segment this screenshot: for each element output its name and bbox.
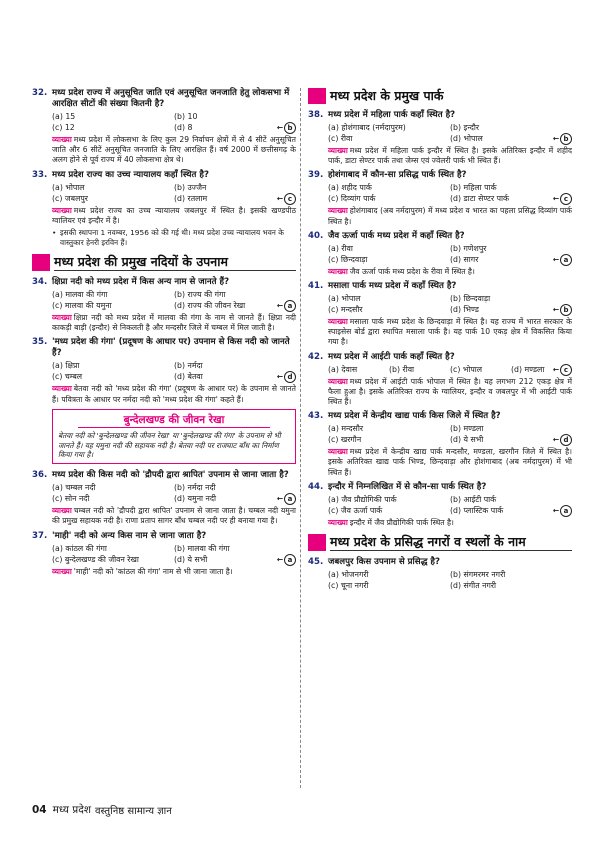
option-a: (a) भोपाल xyxy=(52,182,85,192)
explanation: व्याख्या मसाला पार्क मध्य प्रदेश के छिन्दवाड़ा में स्थित है। यह राज्य में भारत सरकार के स्पाइसेस बोर्ड द्वारा स्थापित मसाला पार्क है। यह पार्क 10 एकड़ क्षेत्र में विकसित किया गया है। xyxy=(328,317,572,347)
answer-marker: ← b xyxy=(553,133,572,145)
answer-marker: ← a xyxy=(277,300,296,312)
question-number: 40. xyxy=(308,230,324,241)
answer-marker: ← d xyxy=(277,371,296,383)
option-d: (d) ये सभी ← d xyxy=(450,434,572,445)
option-d: (d) यमुना नदी ← a xyxy=(174,493,296,504)
options xyxy=(308,182,572,204)
options xyxy=(308,494,572,516)
answer-marker: ← a xyxy=(553,505,572,517)
explanation: व्याख्या मध्य प्रदेश में महिला पार्क इन्दौर में स्थित है। इसके अतिरिक्त इन्दौर में शहीद पार्क, डाटा सेण्टर पार्क तथा जेम्स एवं ज्वेलरी पार्क भी स्थित हैं। xyxy=(328,146,572,166)
option-b: (b) मालवा की गंगा xyxy=(174,543,230,553)
explanation: व्याख्या 'माही' नदी को 'कांठल की गंगा' नाम से भी जाना जाता है। xyxy=(52,566,233,576)
question-number: 42. xyxy=(308,351,324,362)
right-column xyxy=(308,88,572,595)
option-b: (b) महिला पार्क xyxy=(450,183,497,193)
question-text: मध्य प्रदेश राज्य में अनुसूचित जाति एवं अनुसूचित जनजाति हेतु लोकसभा में आरक्षित सीटों की संख्या कितनी है? xyxy=(52,88,290,109)
option-c: (c) दिव्यांग पार्क xyxy=(328,194,376,204)
option-c: (c) जैव ऊर्जा पार्क xyxy=(328,505,383,515)
option-a: (a) क्षिप्रा xyxy=(52,361,80,371)
option-a: (a) मन्दसौर xyxy=(328,424,364,434)
question-number: 38. xyxy=(308,110,324,120)
question-40 xyxy=(308,231,572,277)
answer-marker: ← c xyxy=(277,193,296,205)
column-divider xyxy=(300,88,301,788)
section-heading-parks xyxy=(308,88,572,104)
note: • इसकी स्थापना 1 नवम्बर, 1956 को की गई थी। मध्य प्रदेश उच्च न्यायालय भवन के वास्तुकार हेनरी इरविन हैं। xyxy=(32,228,296,248)
options xyxy=(32,182,296,204)
section-heading-rivers xyxy=(32,254,296,271)
question-36 xyxy=(32,470,296,526)
options xyxy=(308,423,572,445)
info-box xyxy=(52,409,296,464)
explanation: व्याख्या मध्य प्रदेश राज्य का उच्च न्यायालय जबलपुर में स्थित है। इसकी खण्डपीठ ग्वालियर एवं इन्दौर में है। xyxy=(52,205,296,225)
question-39 xyxy=(308,170,572,226)
question-38 xyxy=(308,110,572,166)
explanation: व्याख्या मध्य प्रदेश में केन्द्रीय खाद्य पार्क मन्दसौर, मण्डला, खरगौन जिले में स्थित है। इसके अतिरिक्त खाद्य पार्क भिण्ड, छिन्दवाड़ा और होशंगाबाद (अब नर्मदापुरम) में भी स्थित हैं। xyxy=(328,447,572,477)
option-b: (b) मण्डला xyxy=(450,424,484,434)
question-text: मध्य प्रदेश राज्य का उच्च न्यायालय कहाँ स्थित है? xyxy=(52,169,209,180)
option-a: (a) मालवा की गंगा xyxy=(52,290,108,300)
question-number: 32. xyxy=(32,88,48,98)
info-box-body: बेतवा नदी को 'बुन्देलखण्ड की जीवन रेखा' या 'बुन्देलखण्ड की गंगा' के उपनाम से भी जानते हैं। यह यमुना नदी की सहायक नदी है। बेतवा नदी पर राजघाट बाँध का निर्माण किया गया है। xyxy=(58,430,281,460)
question-text: इन्दौर में निम्नलिखित में से कौन-सा पार्क स्थित है? xyxy=(328,481,487,492)
options xyxy=(32,482,296,504)
section-title: मध्य प्रदेश के प्रमुख पार्क xyxy=(330,88,444,103)
question-text: मध्य प्रदेश में केन्द्रीय खाद्य पार्क किस जिले में स्थित है? xyxy=(328,411,501,422)
option-b: (b) गणेशपुर xyxy=(450,243,487,253)
options xyxy=(32,543,296,565)
question-number: 44. xyxy=(308,481,324,492)
option-b: (b) नर्मदा xyxy=(174,361,203,371)
explanation: व्याख्या मध्य प्रदेश में आईटी पार्क भोपाल में स्थित है। यह लगभग 212 एकड़ क्षेत्र में फैला हुआ है। इसके अतिरिक्त राज्य के ग्वालियर, इन्दौर व जबलपुर में भी आईटी पार्क स्थित हैं। xyxy=(328,376,572,407)
footer-title: मध्य प्रदेश xyxy=(52,804,91,816)
question-text: मध्य प्रदेश की किस नदी को 'द्रौपदी द्वारा श्रापित' उपनाम से जाना जाता है? xyxy=(52,470,289,481)
question-number: 45. xyxy=(308,557,324,568)
option-d: (d) रतलाम ← c xyxy=(174,193,296,204)
question-44 xyxy=(308,482,572,528)
page-footer xyxy=(32,803,568,817)
question-text: मध्य प्रदेश में महिला पार्क कहाँ स्थित है? xyxy=(328,110,456,120)
question-number: 35. xyxy=(32,337,48,348)
question-number: 36. xyxy=(32,470,48,481)
question-text: जबलपुर किस उपनाम से प्रसिद्ध है? xyxy=(328,557,440,568)
option-c: (c) खरगौन xyxy=(328,435,362,445)
option-a: (a) चम्बल नदी xyxy=(52,483,96,493)
question-text: 'माही' नदी को अन्य किस नाम से जाना जाता है? xyxy=(52,530,207,541)
question-42 xyxy=(308,352,572,408)
option-c: (c) चूना नगरी xyxy=(328,581,369,591)
question-text: मसाला पार्क मध्य प्रदेश में कहाँ स्थित है? xyxy=(328,281,457,292)
page-number: 04 xyxy=(32,804,47,816)
answer-marker: ← c xyxy=(553,193,572,205)
option-d: (d) प्लास्टिक पार्क ← a xyxy=(450,505,572,516)
option-d: (d) सागर ← a xyxy=(450,254,572,265)
options xyxy=(308,243,572,265)
question-number: 43. xyxy=(308,411,324,422)
explanation: व्याख्या क्षिप्रा नदी को मध्य प्रदेश में मालवा की गंगा के नाम से जानते हैं। क्षिप्रा नदी काकड़ी बाड़ी (इन्दौर) से निकलती है और मन्दसौर जिले में चम्बल में मिल जाती है। xyxy=(52,313,296,333)
option-d: (d) 8 ← b xyxy=(174,122,296,133)
options xyxy=(32,360,296,382)
question-37 xyxy=(32,531,296,577)
option-d: (d) ये सभी ← a xyxy=(174,554,296,565)
option-b: (b) संगमरमर नगरी xyxy=(450,570,506,580)
footer-subtitle: वस्तुनिष्ठ सामान्य ज्ञान xyxy=(94,806,172,817)
explanation: व्याख्या मध्य प्रदेश में लोकसभा के लिए कुल 29 निर्वाचन क्षेत्रों में से 4 सीटें अनुसूचित जाति और 6 सीटें अनुसूचित जनजाति के लिए आरक्षित हैं। वर्ष 2000 में छत्तीसगढ़ के अलग होने से पूर्व राज्य में 40 लोकसभा क्षेत्र थे। xyxy=(52,135,296,165)
explanation: व्याख्या बेतवा नदी को 'मध्य प्रदेश की गंगा' (प्रदूषण के आधार पर) के उपनाम से जानते हैं। पवित्रता के आधार पर नर्मदा नदी को 'मध्य प्रदेश की गंगा' कहते हैं। xyxy=(52,384,296,404)
question-text: क्षिप्रा नदी को मध्य प्रदेश में किस अन्य नाम से जानते हैं? xyxy=(52,277,230,288)
section-title: मध्य प्रदेश की प्रमुख नदियों के उपनाम xyxy=(54,254,296,271)
options xyxy=(32,289,296,311)
option-c: (c) सोन नदी xyxy=(52,494,90,504)
left-column xyxy=(32,88,296,581)
question-text: मध्य प्रदेश में आईटी पार्क कहाँ स्थित है? xyxy=(328,351,455,362)
options xyxy=(308,293,572,315)
option-c: (c) 12 xyxy=(52,123,75,132)
question-33 xyxy=(32,170,296,248)
answer-marker: ← a xyxy=(277,493,296,505)
section-accent-bar xyxy=(32,254,50,271)
info-box-title: बुन्देलखण्ड की जीवन रेखा xyxy=(78,413,270,428)
option-a: (a) कांठल की गंगा xyxy=(52,543,107,553)
option-a: (a) भोपाल xyxy=(328,294,361,304)
option-c: (c) छिन्दवाड़ा xyxy=(328,254,368,264)
option-c: (c) रीवा xyxy=(328,134,353,143)
question-text: होशंगाबाद में कौन-सा प्रसिद्ध पार्क स्थित है? xyxy=(328,170,467,181)
answer-marker: ← d xyxy=(553,434,572,446)
question-text: 'मध्य प्रदेश की गंगा' (प्रदूषण के आधार पर) उपनाम से किस नदी को जानते हैं? xyxy=(52,337,290,359)
question-32 xyxy=(32,88,296,166)
answer-marker: ← a xyxy=(277,554,296,566)
option-b: (b) उज्जैन xyxy=(174,182,207,192)
question-number: 34. xyxy=(32,277,48,288)
option-d: (d) मण्डला ← c xyxy=(511,364,572,375)
section-accent-bar xyxy=(308,534,326,551)
question-number: 39. xyxy=(308,170,324,181)
option-c: (c) मालवा की यमुना xyxy=(52,301,112,311)
options xyxy=(308,364,572,375)
answer-marker: ← c xyxy=(553,364,572,376)
option-d: (d) डाटा सेण्टर पार्क ← c xyxy=(450,193,572,204)
question-41 xyxy=(308,281,572,348)
option-a: (a) होशंगाबाद (नर्मदापुरम) xyxy=(328,123,406,132)
option-b: (b) रीवा xyxy=(389,364,415,374)
explanation: व्याख्या इन्दौर में जैव प्रौद्योगिकी पार्क स्थित है। xyxy=(328,517,454,527)
section-title: मध्य प्रदेश के प्रसिद्ध नगरों व स्थलों के नाम xyxy=(330,534,572,551)
question-text: जैव ऊर्जा पार्क मध्य प्रदेश में कहाँ स्थित है? xyxy=(328,230,465,241)
explanation: व्याख्या चम्बल नदी को 'द्रौपदी द्वारा श्रापित' उपनाम से जाना जाता है। चम्बल नदी यमुना की प्रमुख सहायक नदी है। राणा प्रताप सागर बाँध चम्बल नदी पर ही बनाया गया है। xyxy=(52,506,296,526)
option-d: (d) राज्य की जीवन रेखा ← a xyxy=(174,300,296,311)
options xyxy=(308,122,572,144)
option-a: (a) देवास xyxy=(328,364,358,374)
option-a: (a) जैव प्रौद्योगिकी पार्क xyxy=(328,494,397,504)
question-number: 41. xyxy=(308,281,324,292)
options xyxy=(308,569,572,591)
option-d: (d) भोपाल ← b xyxy=(450,133,572,144)
option-c: (c) चम्बल xyxy=(52,372,83,382)
options xyxy=(32,111,296,133)
option-a: (a) भोजनगरी xyxy=(328,570,369,580)
option-d: (d) संगीत नगरी xyxy=(450,581,497,591)
option-b: (b) इन्दौर xyxy=(450,123,480,132)
option-b: (b) छिन्दवाड़ा xyxy=(450,294,491,304)
answer-marker: ← a xyxy=(553,254,572,266)
option-d: (d) भिण्ड ← b xyxy=(450,304,572,315)
question-number: 33. xyxy=(32,169,48,180)
question-35 xyxy=(32,337,296,404)
section-heading-cities xyxy=(308,534,572,551)
option-a: (a) 15 xyxy=(52,112,76,121)
explanation: व्याख्या होशंगाबाद (अब नर्मदापुरम) में मध्य प्रदेश व भारत का पहला प्रसिद्ध दिव्यांग पार्क स्थित है। xyxy=(328,206,572,226)
option-c: (c) बुन्देलखण्ड की जीवन रेखा xyxy=(52,554,139,564)
option-a: (a) शहीद पार्क xyxy=(328,183,372,193)
option-c: (c) जबलपुर xyxy=(52,193,88,203)
option-d: (d) बेतवा ← d xyxy=(174,371,296,382)
section-accent-bar xyxy=(308,88,326,104)
option-b: (b) 10 xyxy=(174,112,198,121)
option-c: (c) मन्दसौर xyxy=(328,305,363,315)
option-b: (b) राज्य की गंगा xyxy=(174,290,226,300)
question-43 xyxy=(308,411,572,478)
question-45 xyxy=(308,557,572,591)
option-a: (a) रीवा xyxy=(328,243,353,253)
explanation: व्याख्या जैव ऊर्जा पार्क मध्य प्रदेश के रीवा में स्थित है। xyxy=(328,266,475,276)
answer-marker: ← b xyxy=(553,304,572,316)
question-34 xyxy=(32,277,296,333)
option-c: (c) भोपाल xyxy=(450,364,483,374)
option-b: (b) नर्मदा नदी xyxy=(174,483,216,493)
question-number: 37. xyxy=(32,530,48,541)
option-b: (b) आईटी पार्क xyxy=(450,494,497,504)
answer-marker: ← b xyxy=(277,122,296,134)
